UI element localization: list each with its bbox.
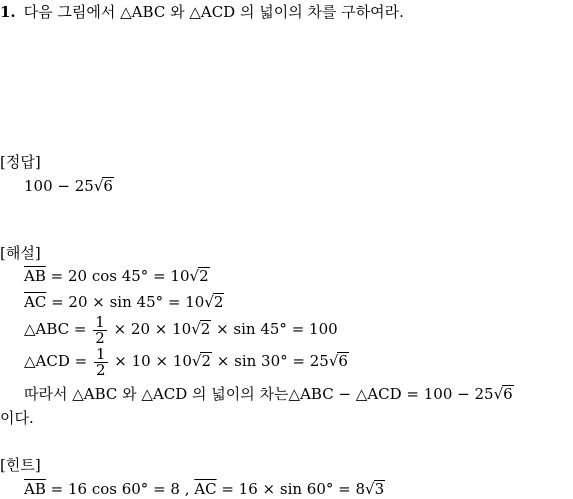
sqrt-symbol: √2 <box>189 267 209 285</box>
hint-header: [힌트] <box>0 456 41 474</box>
equation-text: × 10 × 10 <box>109 352 192 370</box>
segment-ac: $\overline{AC}$ <box>24 293 47 311</box>
solution-line-ab <box>24 266 210 286</box>
radicand: 2 <box>201 352 212 370</box>
answer-value-text: 100 − 25 <box>24 177 94 195</box>
segment-ab: $\overline{AB}$ <box>24 267 46 285</box>
denominator: 2 <box>95 360 106 379</box>
solution-header: [해설] <box>0 244 41 262</box>
radicand: 2 <box>199 267 209 285</box>
radicand: 3 <box>374 480 385 498</box>
solution-conclusion <box>24 384 514 404</box>
numerator: 1 <box>95 312 105 331</box>
radicand: 2 <box>213 293 224 311</box>
equation-text: × sin 30° = 25 <box>212 352 329 370</box>
sqrt-symbol: √2 <box>191 352 212 370</box>
hint-line <box>24 479 385 499</box>
equation-text: × 20 × 10 <box>108 320 192 338</box>
sqrt-symbol: √2 <box>204 293 224 311</box>
radicand: 6 <box>338 352 348 370</box>
sqrt-symbol: √6 <box>328 352 348 370</box>
equation-text: = 16 × sin 60° = 8 <box>216 480 366 498</box>
equation-text: = 16 cos 60° = 8 , <box>45 480 195 498</box>
answer-header: [정답] <box>0 153 41 171</box>
sqrt-symbol: √6 <box>93 177 113 195</box>
radicand: 6 <box>503 385 513 403</box>
solution-line-ac <box>24 292 224 312</box>
numerator: 1 <box>95 344 106 363</box>
answer-value <box>24 176 114 196</box>
equation-text: △ABC = <box>24 320 92 338</box>
radicand: 6 <box>103 177 113 195</box>
sqrt-symbol: √3 <box>365 480 385 498</box>
fraction <box>93 312 107 347</box>
segment-ab: $\overline{AB}$ <box>24 480 46 498</box>
radicand: 2 <box>200 320 211 338</box>
problem-text: 다음 그림에서 △ABC 와 △ACD 의 넓이의 차를 구하여라. <box>23 3 404 21</box>
fraction <box>94 344 108 379</box>
solution-line-abc <box>24 314 338 346</box>
sqrt-symbol: √6 <box>493 385 513 403</box>
equation-text: △ACD = <box>24 352 92 370</box>
problem-number: 1. <box>0 3 16 21</box>
equation-text: = 20 cos 45° = 10 <box>45 267 190 285</box>
denominator: 2 <box>95 328 105 347</box>
problem-line <box>0 2 404 22</box>
solution-conclusion-end: 이다. <box>0 409 34 427</box>
solution-line-acd <box>24 346 349 378</box>
equation-text: = 20 × sin 45° = 10 <box>46 293 205 311</box>
equation-text: × sin 45° = 100 <box>211 320 338 338</box>
segment-ac: $\overline{AC}$ <box>194 480 217 498</box>
sqrt-symbol: √2 <box>191 320 211 338</box>
conclusion-text: 따라서 △ABC 와 △ACD 의 넓이의 차는△ABC − △ACD = 100 − 25 <box>24 385 494 403</box>
